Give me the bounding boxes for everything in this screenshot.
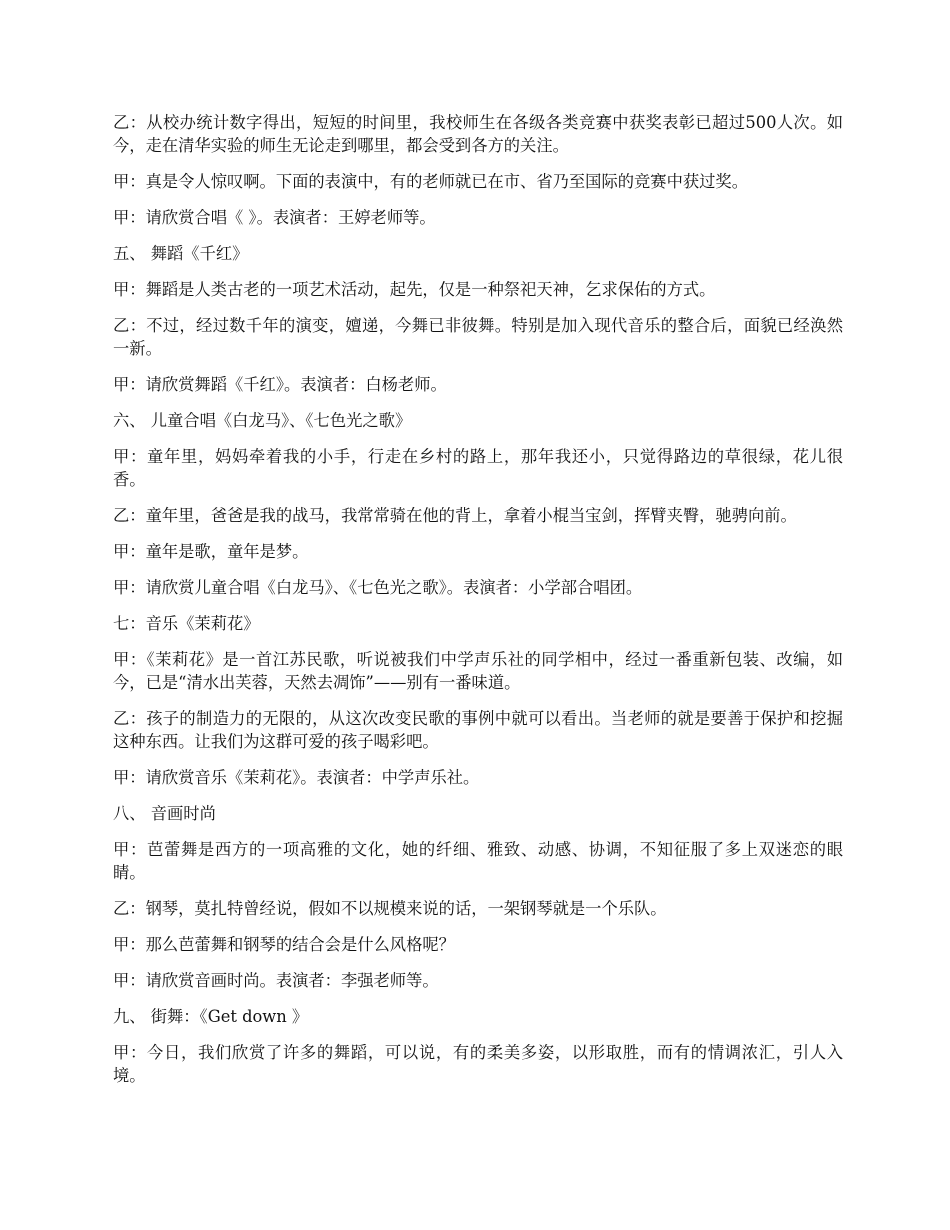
paragraph: 甲：舞蹈是人类古老的一项艺术活动，起先，仅是一种祭祀天神，乞求保佑的方式。 (113, 280, 716, 299)
paragraph: 甲：童年里，妈妈牵着我的小手，行走在乡村的路上，那年我还小，只觉得路边的草很绿，花儿很香。 (113, 447, 843, 489)
paragraph: 甲：请欣赏舞蹈《千红》。表演者：白杨老师。 (113, 375, 447, 394)
paragraph: 甲：童年是歌，童年是梦。 (113, 542, 309, 561)
document-body (113, 111, 843, 1100)
paragraph: 甲：请欣赏合唱《 》。表演者：王婷老师等。 (113, 208, 436, 227)
paragraph: 乙：孩子的制造力的无限的，从这次改变民歌的事例中就可以看出。当老师的就是要善于保护和挖掘这种东西。让我们为这群可爱的孩子喝彩吧。 (113, 709, 843, 751)
section-heading: 五、 舞蹈《千红》 (113, 244, 249, 263)
paragraph: 甲：芭蕾舞是西方的一项高雅的文化，她的纤细、雅致、动感、协调，不知征服了多上双迷恋的眼睛。 (113, 840, 843, 882)
section-heading: 七：音乐《茉莉花》 (113, 614, 260, 633)
section-heading: 八、 音画时尚 (113, 804, 216, 823)
paragraph: 甲：请欣赏音画时尚。表演者：李强老师等。 (113, 971, 439, 990)
paragraph: 甲：请欣赏音乐《茉莉花》。表演者：中学声乐社。 (113, 768, 480, 787)
section-heading: 六、 儿童合唱《白龙马》、《七色光之歌》 (113, 411, 412, 430)
paragraph: 乙：钢琴，莫扎特曾经说，假如不以规模来说的话，一架钢琴就是一个乐队。 (113, 899, 667, 918)
paragraph: 甲：请欣赏儿童合唱《白龙马》、《七色光之歌》。表演者：小学部合唱团。 (113, 578, 643, 597)
section-heading: 九、 街舞：《Get down 》 (113, 1007, 309, 1026)
paragraph: 甲：《茉莉花》是一首江苏民歌，听说被我们中学声乐社的同学相中，经过一番重新包装、改编，如今，已是“清水出芙蓉，天然去凋饰”——别有一番味道。 (113, 650, 843, 692)
paragraph: 甲：今日，我们欣赏了许多的舞蹈，可以说，有的柔美多姿，以形取胜，而有的情调浓汇，引人入境。 (113, 1043, 843, 1085)
paragraph: 乙：从校办统计数字得出，短短的时间里，我校师生在各级各类竞赛中获奖表彰已超过500人次。如今，走在清华实验的师生无论走到哪里，都会受到各方的关注。 (113, 113, 843, 155)
paragraph: 乙：童年里，爸爸是我的战马，我常常骑在他的背上，拿着小棍当宝剑，挥臂夹臀，驰骋向前。 (113, 506, 797, 525)
paragraph: 甲：真是令人惊叹啊。下面的表演中，有的老师就已在市、省乃至国际的竞赛中获过奖。 (113, 172, 748, 191)
paragraph: 乙：不过，经过数千年的演变，嬗递，今舞已非彼舞。特别是加入现代音乐的整合后，面貌已经涣然一新。 (113, 316, 843, 358)
paragraph: 甲：那么芭蕾舞和钢琴的结合会是什么风格呢？ (113, 935, 455, 954)
